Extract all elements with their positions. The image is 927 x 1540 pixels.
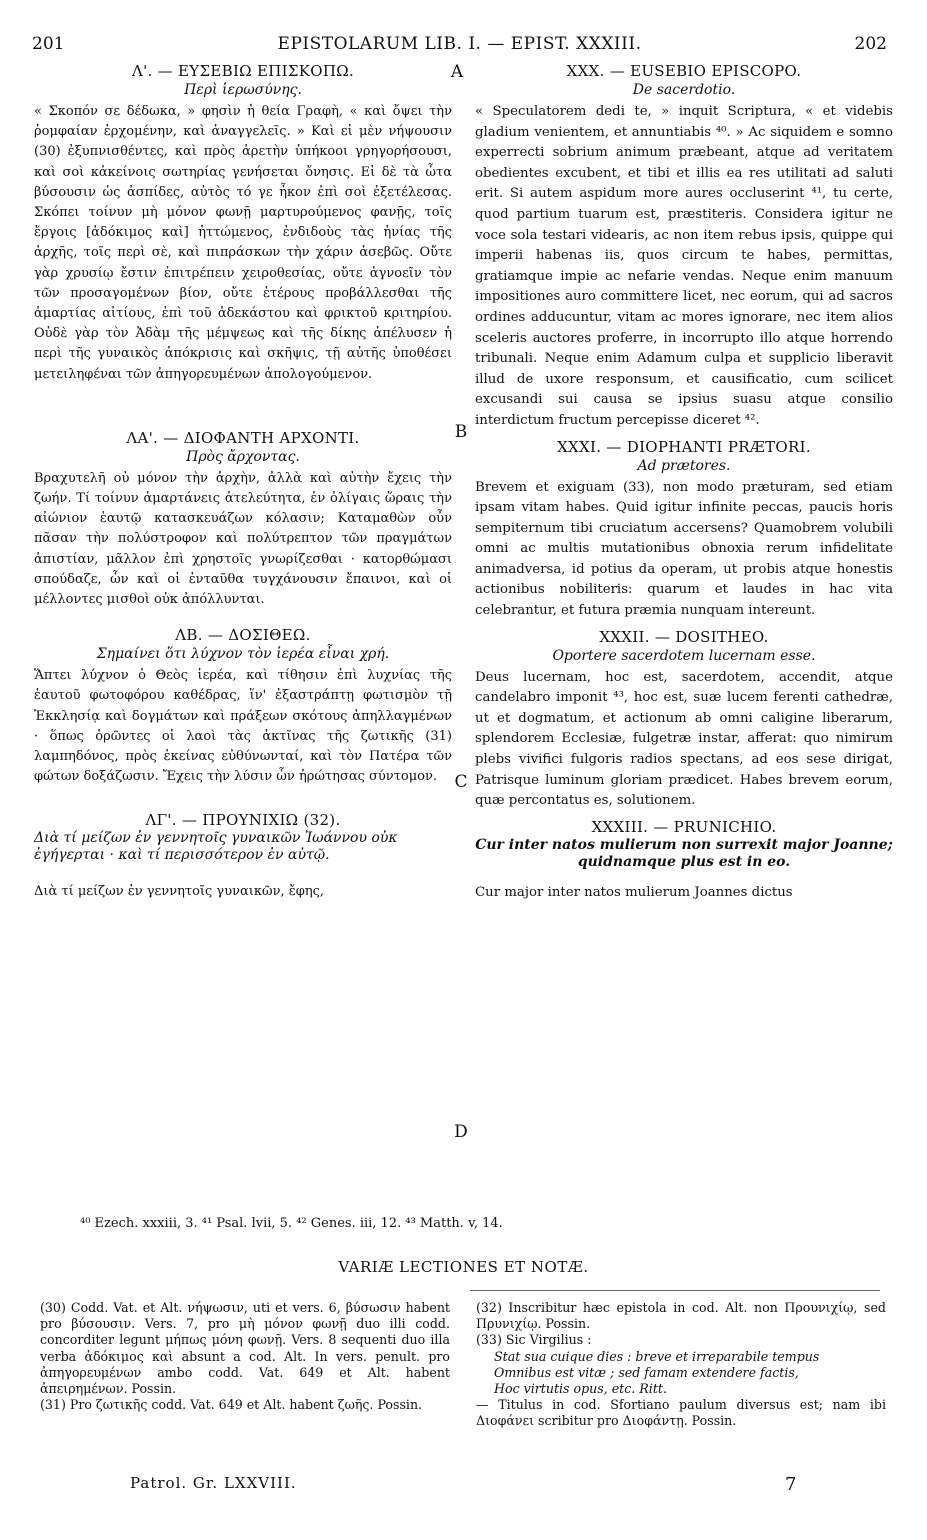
letter-title: ΛΒ. — ΔΟΣΙΘΕΩ. bbox=[175, 626, 311, 645]
letter-subtitle: Περὶ ἱερωσύνης. bbox=[184, 82, 302, 98]
letter-body bbox=[475, 478, 893, 622]
varia-lectiones-heading: VARIÆ LECTIONES ET NOTÆ. bbox=[338, 1258, 589, 1276]
letter-title: XXXII. — DOSITHEO. bbox=[599, 627, 769, 646]
letter-text: Βραχυτελῆ οὐ μόνον τὴν ἀρχὴν, ἀλλὰ καὶ αὐτὴν ἔχεις τὴν ζωήν. Τί τοίνυν ἁμαρτάνεις ἀτελεύτητα, ἐν ὀλίγαις ὥραις τὴν αἰώνιον ἑαυτῷ κατασκευάζων κόλασιν; Καταμαθὼν οὖν πᾶσαν τὴν πολύστροφον καὶ πολύτρεπτον τῶν πραγμάτων ἀπιστίαν, μᾶλλον ἐπὶ χρηστοῖς γνωρίζεσθαι · κατορθώμασι σπούδαζε, ὧν καὶ οἱ ἐνταῦθα τυγχάνουσιν ἔπαινοι, καὶ οἱ μέλλοντες μισθοὶ οὐκ ἀπόλλυνται. bbox=[34, 470, 452, 608]
letter-text: Ἅπτει λύχνον ὁ Θεὸς ἱερέα, καὶ τίθησιν ἐπὶ λυχνίας τῆς ἑαυτοῦ φωτοφόρου καθέδρας, ἵν' ἐξαστράπτῃ φωτισμὸν τῇ Ἐκκλησίᾳ καὶ δογμάτων καὶ πράξεων σκότους ἀπηλλαγμένων · ὅπως ὁρῶντες οἱ λαοὶ τὰς ἀκτῖνας τῆς ζωτικῆς (31) λαμπηδόνος, πρὸς ἐκείνας εὐθύνωνταί, καὶ τὸν Πατέρα τῶν φώτων δοξάζωσιν. Ἔχεις τὴν λύσιν ὧν ἠρώτησας σύντομον. bbox=[34, 668, 452, 785]
letter-subtitle: Oportere sacerdotem lucernam esse. bbox=[552, 647, 816, 664]
poem-line-2: Omnibus est vitæ ; sed famam extendere factis, bbox=[494, 1364, 799, 1380]
poem-line-3: Hoc virtutis opus, etc. Ritt. bbox=[494, 1381, 667, 1397]
letter-subtitle: Πρὸς ἄρχοντας. bbox=[186, 448, 300, 465]
letter-31-latin bbox=[475, 438, 893, 622]
letter-subtitle: Σημαίνει ὅτι λύχνον τὸν ἱερέα εἶναι χρή. bbox=[96, 646, 390, 663]
note-32: (32) Inscribitur hæc epistola in cod. Alt. non Προυνιχίῳ, sed Πρυνιχίῳ. Possin. bbox=[476, 1300, 886, 1332]
marker-d: D bbox=[454, 1122, 468, 1142]
letter-text: Deus lucernam, hoc est, sacerdotem, accendit, atque candelabro imponit ⁴³, hoc est, suæ lucem ferenti cathedræ, ut et dogmatum, et actionum ab omni caligine liberarum, splendorem Ecclesiæ, fulgetræ instar, afferat: quo nimirum plebs vivifici fulgoris radios spectans, ad eos sese dirigat, Patrisque luminum gloriam prædicet. Habes brevem eorum, quæ percontatus es, solutionem. bbox=[475, 669, 893, 809]
notes-right-column bbox=[476, 1300, 886, 1430]
letter-32-latin bbox=[475, 628, 893, 812]
letter-33-latin bbox=[475, 818, 893, 904]
letter-text: Cur major inter natos mulierum Joannes dictus bbox=[475, 884, 793, 900]
letter-body bbox=[34, 469, 452, 610]
letter-title: ΛΓ'. — ΠΡΟΥΝΙΧΙΩ (32). bbox=[145, 811, 341, 830]
letter-body bbox=[475, 102, 893, 432]
letter-subtitle: De sacerdotio. bbox=[632, 82, 736, 98]
letter-title: XXXIII. — PRUNICHIO. bbox=[591, 817, 777, 836]
letter-title: XXXI. — DIOPHANTI PRÆTORI. bbox=[557, 437, 811, 456]
letter-30-greek bbox=[34, 62, 452, 385]
marker-b: B bbox=[454, 422, 468, 442]
divider bbox=[470, 1290, 880, 1291]
letter-body bbox=[34, 102, 452, 385]
page-header bbox=[32, 34, 887, 56]
letter-text: « Σκοπόν σε δέδωκα, » φησὶν ἡ θεία Γραφὴ, « καὶ ὄψει τὴν ῥομφαίαν ἐρχομένην, καὶ ἀναγγελεῖς. » Καὶ εἰ μὲν νήψουσιν (30) ἐξυπνισθέντες, καὶ πρὸς ἀρετὴν ὑπήκοοι γρηγορήσουσι, καὶ σοὶ κἀκείνοις σωτηρίας γενήσεται ὄνησις. Εἰ δὲ τὰ ὦτα βύσουσιν ὡς ἀσπίδες, αὐτὸς τό γε ἦκον ἐπὶ σοὶ ἐξετέλεσας. Σκόπει τοίνυν μὴ μόνον φωνῇ μαρτυρούμενος φανῇς, τοῖς ἔργοις [ἀδόκιμος καὶ] ἡττώμενος, ἐνδιδοὺς τὰς ἡνίας τῆς ἀρχῆς, τοῖς περὶ σὲ, καὶ πιπράσκων τὴν χάριν ἀσεβῶς. Οὔτε γὰρ χρυσίῳ ἔστιν ἐπιτρέπειν χειροθεσίας, οὔτε ἀγνοεῖν τὸν τῶν προσαγομένων βίον, οὔτε ἑτέρους προβάλλεσθαι τῆς ἁμαρτίας αἰτίους, ἐπὶ τοῦ ἀδεκάστου καὶ φρικτοῦ κριτηρίου. Οὐδὲ γὰρ τὸν Ἀδὰμ τῆς μέμψεως καὶ τῆς δίκης ἀπέλυσεν ἡ περὶ τῆς γυναικὸς ἀπόκρισις καὶ σκῆψις, τῇ αὐτῆς ὑποθέσει μετειληφέναι τῶν ἀπηγορευμένων ἀπολογούμενον. bbox=[34, 104, 452, 382]
poem-line-1: Stat sua cuique dies : breve et irreparabile tempus bbox=[494, 1348, 820, 1364]
letter-32-greek bbox=[34, 626, 452, 787]
note-33-continued: — Titulus in cod. Sfortiano paulum diversus est; nam ibi Διοφάνει scribitur pro Διοφάντῃ. Possin. bbox=[476, 1397, 886, 1429]
gathering-number: 7 bbox=[785, 1474, 797, 1495]
greek-column bbox=[34, 62, 452, 909]
note-33: (33) Sic Virgilius : bbox=[476, 1332, 592, 1348]
marker-a: A bbox=[450, 62, 464, 82]
letter-body bbox=[34, 666, 452, 787]
letter-body bbox=[34, 882, 452, 902]
signature-mark: Patrol. Gr. LXXVIII. bbox=[130, 1474, 297, 1492]
letter-body bbox=[475, 883, 893, 904]
footnote-references: ⁴⁰ Ezech. xxxiii, 3. ⁴¹ Psal. lvii, 5. ⁴² Genes. iii, 12. ⁴³ Matth. v, 14. bbox=[80, 1216, 503, 1231]
letter-subtitle: Ad prætores. bbox=[637, 457, 731, 474]
letter-31-greek bbox=[34, 429, 452, 610]
marker-c: C bbox=[454, 772, 468, 792]
letter-title: ΛΑ'. — ΔΙΟΦΑΝΤΗ ΑΡΧΟΝΤΙ. bbox=[126, 428, 360, 447]
latin-column bbox=[475, 62, 893, 909]
letter-title: XXX. — EUSEBIO EPISCOPO. bbox=[566, 62, 802, 80]
note-30: (30) Codd. Vat. et Alt. νήψωσιν, uti et vers. 6, βύσωσιν habent pro βύσουσιν. Vers. 7, pro μὴ μόνον φωνῇ duo illi codd. concorditer legunt μήπως μόνη φωνῇ. Vers. 8 sequenti duo illa verba ἀδόκιμος καὶ absunt a cod. Alt. In vers. penult. pro ἀπηγορευμένων ambo codd. Vat. 649 et Alt. habent ἀπειρημένων. Possin. bbox=[40, 1300, 450, 1397]
letter-subtitle: Cur inter natos mulierum non surrexit major Joanne; quidnamque plus est in eo. bbox=[475, 836, 893, 870]
left-page-number: 201 bbox=[32, 34, 65, 54]
letter-title: Λ'. — ΕΥΣΕΒΙΩ ΕΠΙΣΚΟΠΩ. bbox=[131, 62, 355, 80]
letter-subtitle: Διὰ τί μείζων ἐν γεννητοῖς γυναικῶν Ἰωάννου οὐκ ἐγήγερται · καὶ τί περισσότερον ἐν αὐτῷ. bbox=[34, 830, 398, 864]
letter-text: Διὰ τί μείζων ἐν γεννητοῖς γυναικῶν, ἔφης, bbox=[34, 884, 325, 900]
letter-body bbox=[475, 668, 893, 812]
letter-30-latin bbox=[475, 62, 893, 432]
letter-text: « Speculatorem dedi te, » inquit Scriptura, « et videbis gladium venientem, et annuntiabis ⁴⁰. » Ac siquidem e somno experrecti sobrium animum præbeant, atque ad veritatem obedientes excubent, et tibi et illis ea res utilitati ad saluti erit. Si autem aspidum more aures occluserint ⁴¹, tu certe, quod partium tuarum est, præstiteris. Considera igitur ne voce sola testari videaris, ac non item rebus ipsis, quippe qui imperii habenas iis, quos circum te habes, permittas, gratiamque impie ac nefarie vendas. Neque enim manuum impositiones auro committere licet, nec eorum, qui ad sacros ordines adducuntur, vitam ac mores ignorare, nec item alios sceleris auctores proferre, in incorrupto illo atque horrendo tribunali. Neque enim Adamum culpa et supplicio liberavit illud de uxore responsum, et causificatio, cum scilicet excusandi sui causa se ipsius suasu atque consilio interdictum fructum percepisse diceret ⁴². bbox=[475, 104, 893, 428]
right-page-number: 202 bbox=[854, 34, 887, 54]
running-title: EPISTOLARUM LIB. I. — EPIST. XXXIII. bbox=[277, 34, 642, 54]
note-31: (31) Pro ζωτικῆς codd. Vat. 649 et Alt. habent ζωῆς. Possin. bbox=[40, 1397, 423, 1413]
notes-left-column bbox=[40, 1300, 450, 1413]
letter-33-greek bbox=[34, 811, 452, 902]
letter-text: Brevem et exiguam (33), non modo præturam, sed etiam ipsam vitam habes. Quid igitur infinite peccas, paucis horis sempiternum tibi cruciatum accersens? Quamobrem volubili omni ac multis mutationibus obnoxia rerum infidelitate animadversa, id potius da operam, ut probis atque honestis actionibus nobiliteris: quarum et laudes in hac vita celebrantur, et futura præmia nunquam intereunt. bbox=[475, 479, 893, 619]
